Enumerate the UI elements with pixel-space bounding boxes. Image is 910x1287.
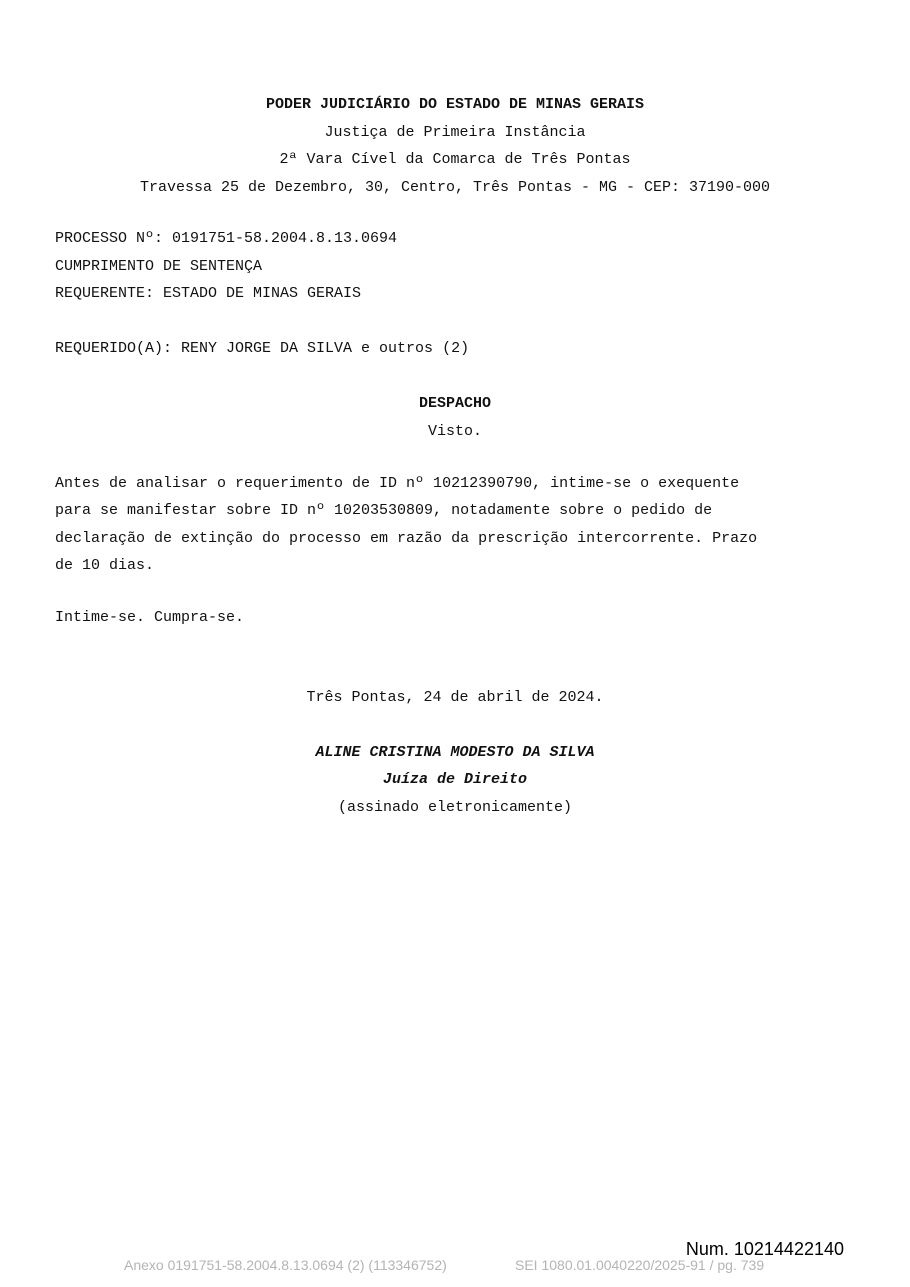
body-line: declaração de extinção do processo em razão da prescrição intercorrente. Prazo [55,530,758,547]
instance-line: Justiça de Primeira Instância [324,124,586,141]
judge-name: ALINE CRISTINA MODESTO DA SILVA [315,744,595,761]
place-date: Três Pontas, 24 de abril de 2024. [306,689,604,706]
case-class: CUMPRIMENTO DE SENTENÇA [55,258,263,275]
address-line: Travessa 25 de Dezembro, 30, Centro, Três Pontas - MG - CEP: 37190-000 [139,179,771,196]
closing-line: Intime-se. Cumpra-se. [55,609,245,626]
judge-title: Juíza de Direito [382,771,528,788]
annex-stamp: Anexo 0191751-58.2004.8.13.0694 (2) (113346752) [124,1257,447,1273]
body-line: Antes de analisar o requerimento de ID nº 10212390790, intime-se o exequente [55,475,740,492]
requester-line: REQUERENTE: ESTADO DE MINAS GERAIS [55,285,362,302]
seen-line: Visto. [427,423,482,440]
body-line: para se manifestar sobre ID nº 10203530809, notadamente sobre o pedido de [55,502,713,519]
process-number: PROCESSO Nº: 0191751-58.2004.8.13.0694 [55,230,398,247]
division-line: 2ª Vara Cível da Comarca de Três Pontas [279,151,631,168]
body-line: de 10 dias. [55,557,155,574]
order-title: DESPACHO [418,395,491,412]
document-number: Num. 10214422140 [685,1239,844,1259]
signature-note: (assinado eletronicamente) [337,799,573,816]
sei-stamp: SEI 1080.01.0040220/2025-91 / pg. 739 [515,1257,765,1273]
respondent-line: REQUERIDO(A): RENY JORGE DA SILVA e outros (2) [55,340,470,357]
court-heading: PODER JUDICIÁRIO DO ESTADO DE MINAS GERAIS [265,96,645,113]
